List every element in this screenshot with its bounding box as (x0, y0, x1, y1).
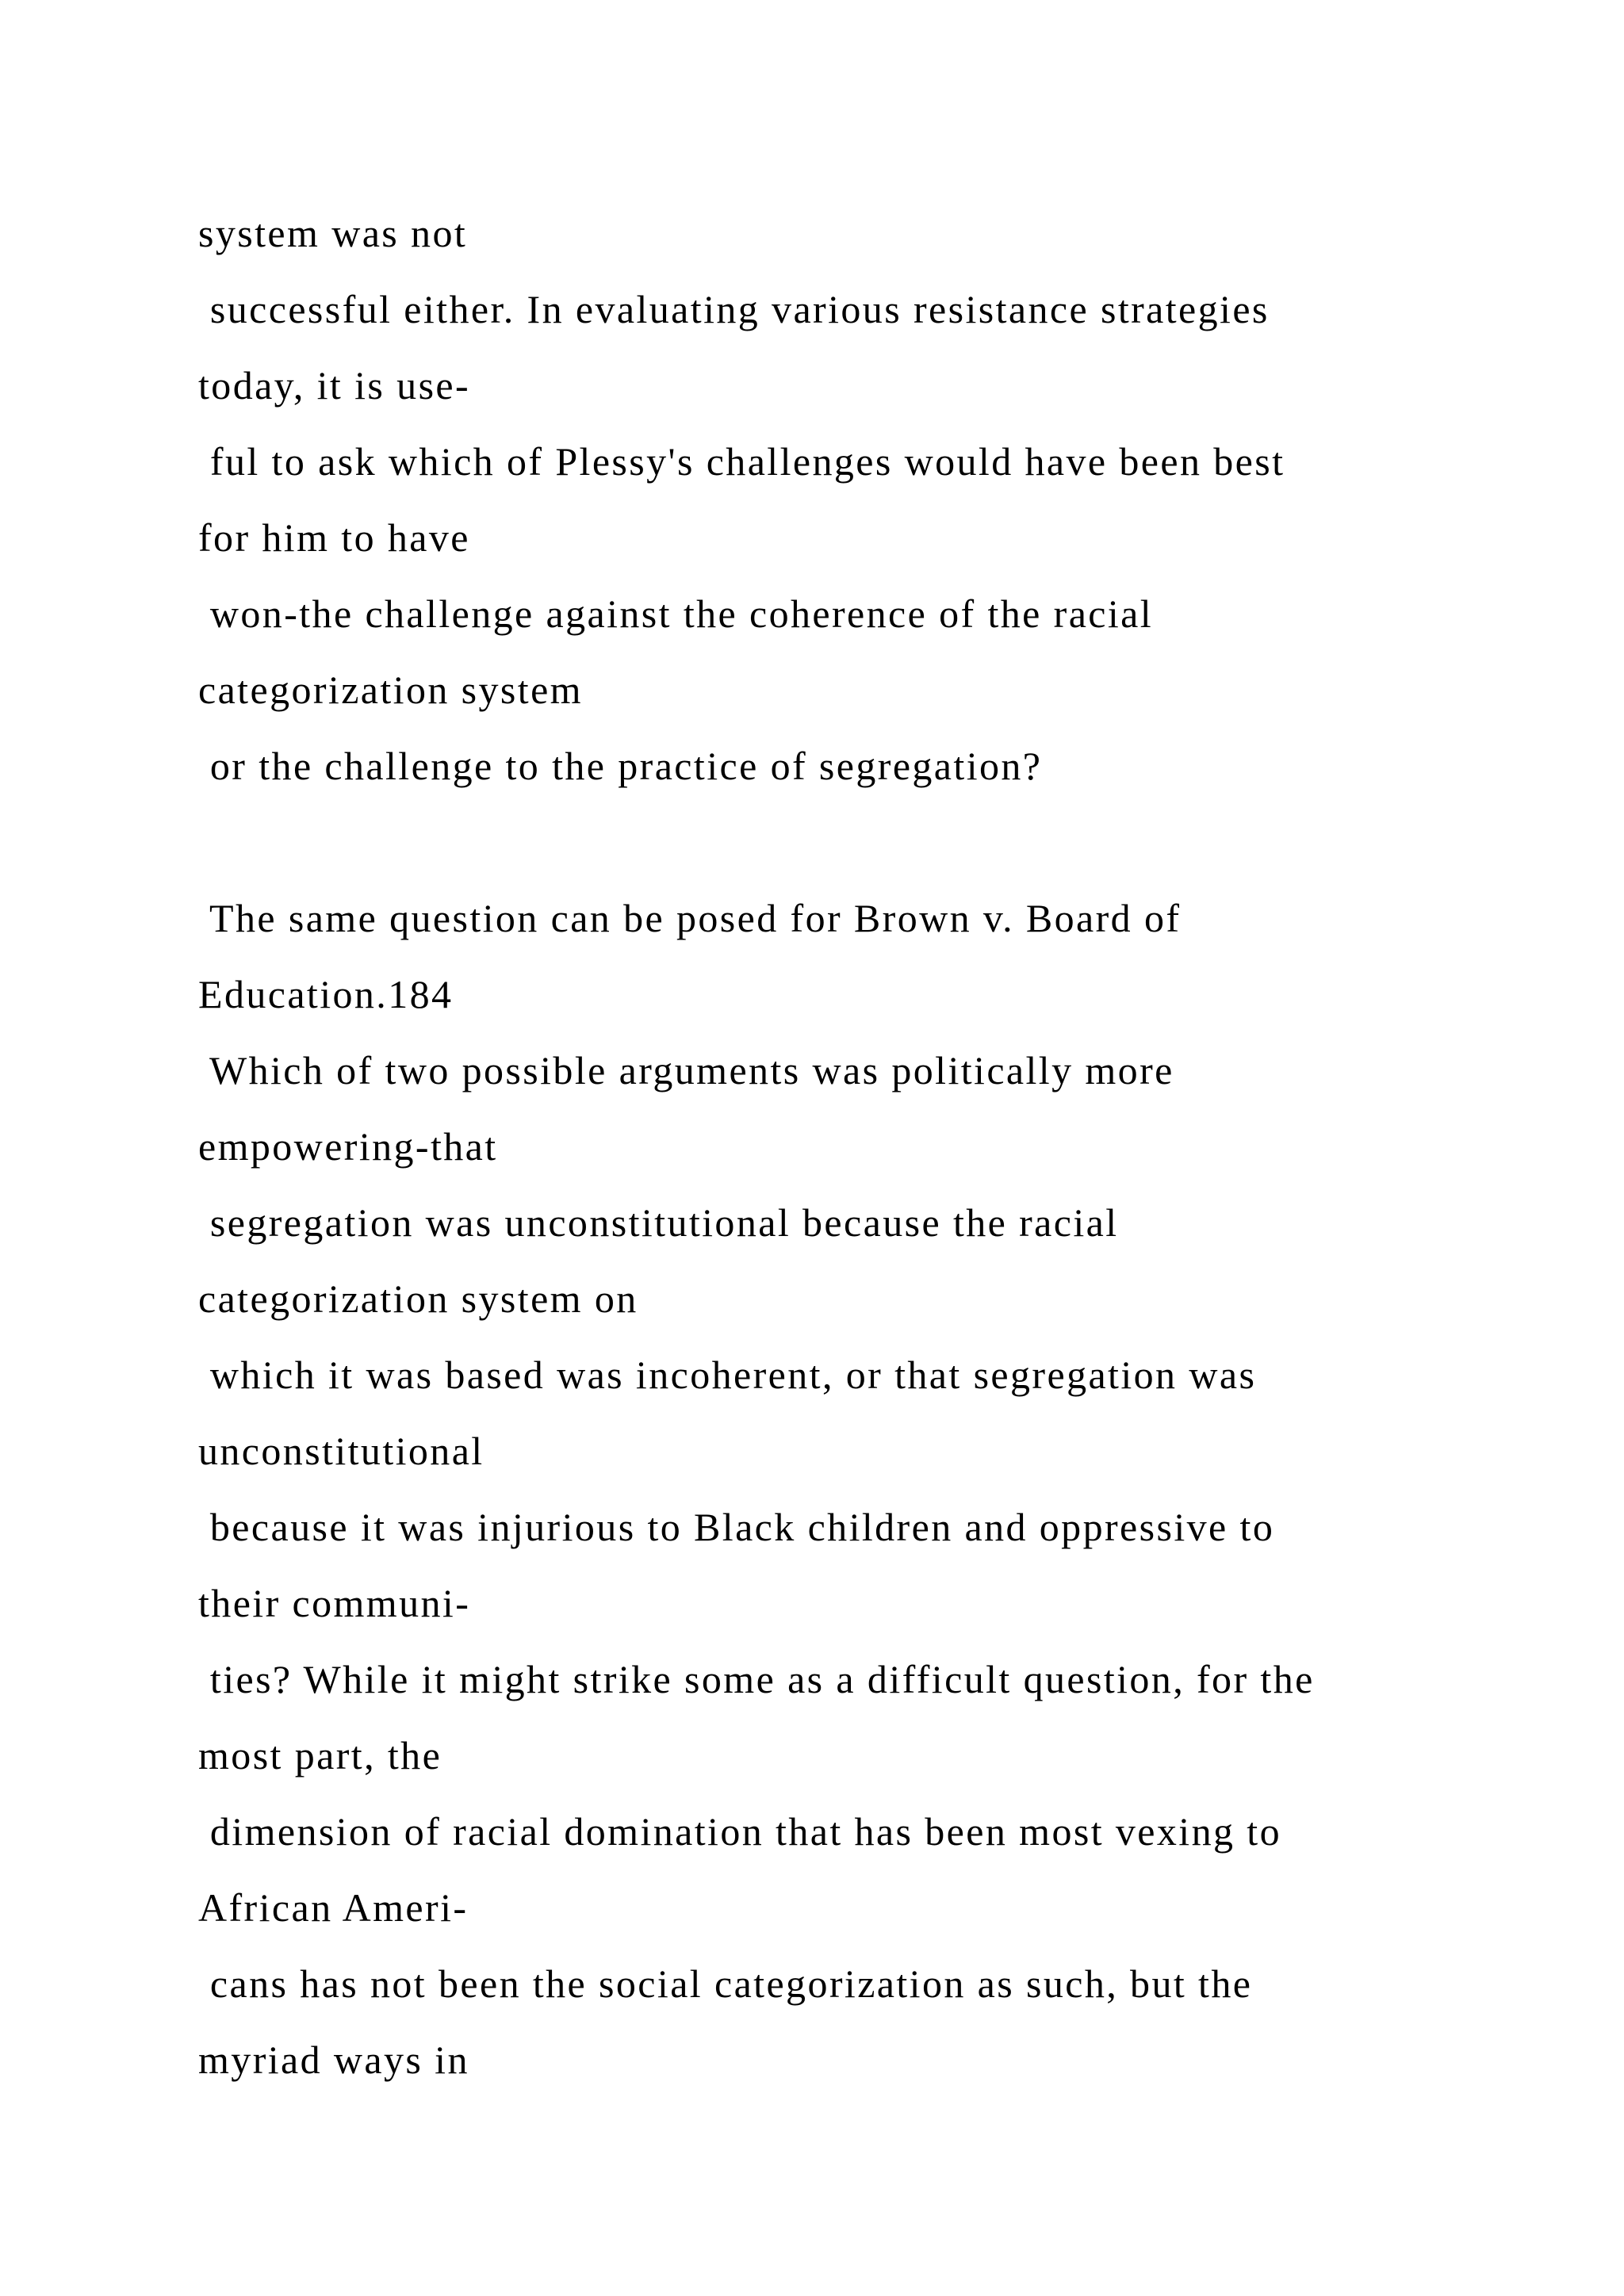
text-line: most part, the (198, 1733, 442, 1777)
text-line: won-the challenge against the coherence of the racial (198, 591, 1154, 636)
text-line: unconstitutional (198, 1429, 485, 1473)
text-line: categorization system (198, 668, 583, 712)
text-line: for him to have (198, 515, 470, 560)
text-line: African Ameri- (198, 1885, 469, 1930)
text-line: cans has not been the social categorization as such, but the (198, 1961, 1253, 2006)
text-line: dimension of racial domination that has been most vexing to (198, 1809, 1281, 1854)
text-line: Which of two possible arguments was politically more (198, 1048, 1174, 1093)
text-line: successful either. In evaluating various resistance strategies (198, 287, 1270, 331)
text-line: which it was based was incoherent, or that segregation was (198, 1353, 1257, 1397)
text-line: ties? While it might strike some as a difficult question, for the (198, 1657, 1315, 1701)
text-line: segregation was unconstitutional because the racial (198, 1200, 1119, 1245)
text-line: empowering-that (198, 1124, 498, 1169)
text-line: ful to ask which of Plessy's challenges would have been best (198, 439, 1285, 484)
text-line: myriad ways in (198, 2038, 469, 2082)
text-line: system was not (198, 211, 468, 255)
blank-line (198, 804, 1546, 880)
text-line: today, it is use- (198, 363, 471, 408)
text-line: The same question can be posed for Brown v. Board of (198, 896, 1182, 940)
text-line: their communi- (198, 1581, 471, 1625)
text-line: Education.184 (198, 972, 454, 1016)
text-line: categorization system on (198, 1276, 638, 1321)
text-line: because it was injurious to Black children and oppressive to (198, 1505, 1275, 1549)
body-text (198, 195, 1546, 2098)
text-line: or the challenge to the practice of segregation? (198, 744, 1043, 788)
